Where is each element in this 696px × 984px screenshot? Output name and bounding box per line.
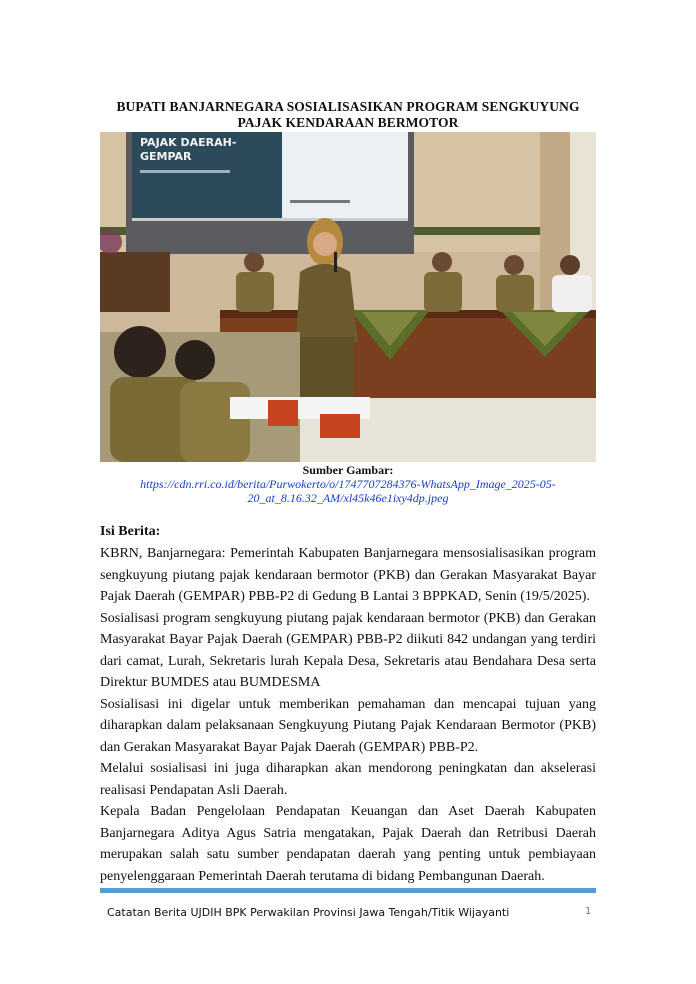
article-body [100,543,596,887]
footer-text: Catatan Berita UJDIH BPK Perwakilan Provinsi Jawa Tengah/Titik Wijayanti [107,906,510,919]
page-number: 1 [585,906,592,917]
paragraph-1: KBRN, Banjarnegara: Pemerintah Kabupaten Banjarnegara mensosialisasikan program sengkuyung piutang pajak kendaraan bermotor (PKB) dan Gerakan Masyarakat Bayar Pajak Daerah (GEMPAR) PBB-P2 di Gedung B Lantai 3 BPPKAD, Senin (19/5/2025). [100,546,596,604]
caption-url-link[interactable]: https://cdn.rri.co.id/berita/Purwokerto/o/1747707284376-WhatsApp_Image_2025-05-20_at_8.16.32_AM/xl45k46e1ixy4dp.jpeg [140,477,556,505]
paragraph-5: Kepala Badan Pengelolaan Pendapatan Keuangan dan Aset Daerah Kabupaten Banjarnegara Aditya Agus Satria mengatakan, Pajak Daerah dan Retribusi Daerah merupakan salah satu sumber pendapatan daerah yang penting untuk pembiayaan penyelenggaraan Pemerintah Daerah terutama di bidang Pembangunan Daerah. [100,804,596,884]
news-photo [100,132,596,462]
section-label: Isi Berita: [100,524,161,539]
document-title: BUPATI BANJARNEGARA SOSIALISASIKAN PROGRAM SENGKUYUNG PAJAK KENDARAAN BERMOTOR [116,99,580,130]
paragraph-3: Sosialisasi ini digelar untuk memberikan pemahaman dan mencapai tujuan yang diharapkan dalam pelaksanaan Sengkuyung Piutang Pajak Kendaraan Bermotor (PKB) dan Gerakan Masyarakat Bayar Pajak Daerah (GEMPAR) PBB-P2. [100,696,596,755]
paragraph-2: Sosialisasi program sengkuyung piutang pajak kendaraan bermotor (PKB) dan Gerakan Masyarakat Bayar Pajak Daerah (GEMPAR) PBB-P2 diikuti 842 undangan yang terdiri dari camat, Lurah, Sekretaris lurah Kepala Desa, Sekretaris atau Bendahara Desa serta Direktur BUMDES atau BUMDESMA [100,610,596,690]
screen-text-1: PAJAK DAERAH- [140,136,237,149]
footer-divider [100,888,596,893]
paragraph-4: Melalui sosialisasi ini juga diharapkan akan mendorong peningkatan dan akselerasi realisasi Pendapatan Asli Daerah. [100,761,596,798]
screen-text-2: GEMPAR [140,150,192,163]
projector-screen [126,132,414,254]
caption-label: Sumber Gambar: [302,463,394,477]
